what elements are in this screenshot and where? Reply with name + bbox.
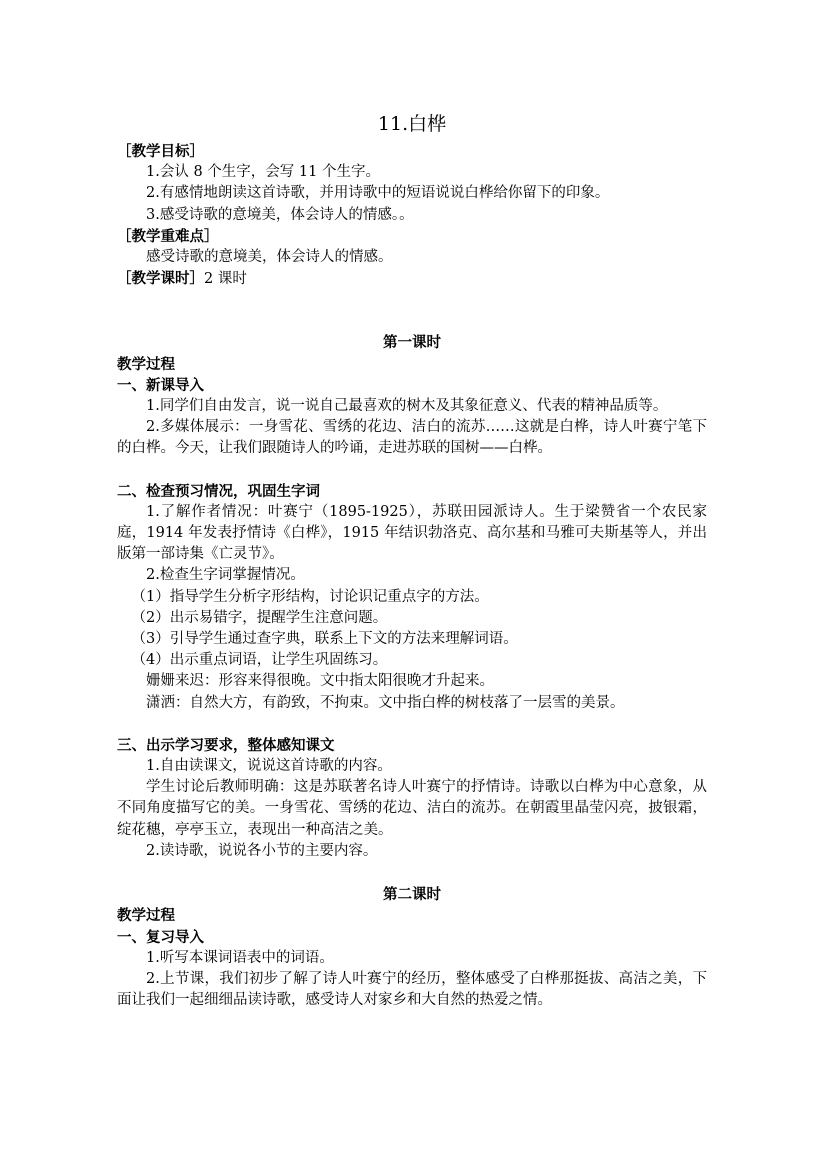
paragraph: 2.上节课，我们初步了解了诗人叶赛宁的经历，整体感受了白桦那挺拔、高洁之美，下面让我们一起细细品读诗歌，感受诗人对家乡和大自然的热爱之情。 (117, 970, 707, 1009)
paragraph: 1.自由读课文，说说这首诗歌的内容。 (146, 758, 392, 775)
word-definition: 潇洒：自然大方，有韵致，不拘束。文中指白桦的树枝落了一层雪的美景。 (146, 694, 625, 711)
lesson1-sec1-title: 一、新课导入 (117, 376, 204, 394)
hours-value: 2 课时 (204, 271, 247, 288)
key-points-heading: ［教学重难点］ (117, 227, 219, 245)
lesson2-sec1-title: 一、复习导入 (117, 928, 204, 946)
document-content (117, 110, 707, 1011)
paragraph: 学生讨论后教师明确：这是苏联著名诗人叶赛宁的抒情诗。诗歌以白桦为中心意象，从不同角度描写它的美。一身雪花、雪绣的花边、洁白的流苏。在朝霞里晶莹闪亮，披银霜，绽花穗，亭亭玉立，表现出一种高洁之美。 (117, 779, 707, 838)
word-definition: 姗姗来迟：形容来得很晚。文中指太阳很晚才升起来。 (146, 673, 494, 690)
paragraph: 1.了解作者情况：叶赛宁（1895-1925），苏联田园派诗人。生于梁赞省一个农民家庭，1914 年发表抒情诗《白桦》，1915 年结识勃洛克、高尔基和马雅可夫斯基等人，并出版第一部诗集《亡灵节》。 (117, 503, 707, 563)
lesson2-process: 教学过程 (117, 907, 175, 925)
goal-item: 1.会认 8 个生字，会写 11 个生字。 (146, 164, 380, 181)
paragraph: 1.同学们自由发言，说一说自己最喜欢的树木及其象征意义、代表的精神品质等。 (146, 398, 668, 415)
hours-line (117, 268, 707, 290)
lesson2-heading: 第二课时 (383, 886, 441, 904)
paragraph: 2.多媒体展示：一身雪花、雪绣的花边、洁白的流苏……这就是白桦，诗人叶赛宁笔下的白桦。今天，让我们跟随诗人的吟诵，走进苏联的国树——白桦。 (117, 419, 707, 457)
goals-heading: ［教学目标］ (117, 143, 204, 160)
sub-item: （4）出示重点词语，让学生巩固练习。 (131, 652, 388, 669)
sub-item: （1）指导学生分析字形结构，讨论识记重点字的方法。 (131, 588, 489, 605)
paragraph: 2.检查生字词掌握情况。 (146, 567, 305, 584)
paragraph: 1.听写本课词语表中的词语。 (146, 949, 334, 966)
lesson1-heading: 第一课时 (383, 334, 441, 352)
sub-item: （3）引导学生通过查字典，联系上下文的方法来理解词语。 (131, 631, 518, 648)
lesson1-process: 教学过程 (117, 355, 175, 373)
goal-item: 3.感受诗歌的意境美，体会诗人的情感。。 (146, 206, 414, 223)
paragraph: 2.读诗歌，说说各小节的主要内容。 (146, 842, 378, 859)
document-title: 11.白桦 (377, 113, 447, 135)
goal-item: 2.有感情地朗读这首诗歌，并用诗歌中的短语说说白桦给你留下的印象。 (146, 185, 610, 202)
lesson1-sec2-title: 二、检查预习情况，巩固生字词 (117, 482, 320, 500)
sub-item: （2）出示易错字，提醒学生注意问题。 (131, 609, 388, 626)
hours-heading: ［教学课时］ (117, 270, 204, 288)
key-points-text: 感受诗歌的意境美，体会诗人的情感。 (146, 249, 393, 266)
lesson1-sec3-title: 三、出示学习要求，整体感知课文 (117, 736, 335, 754)
